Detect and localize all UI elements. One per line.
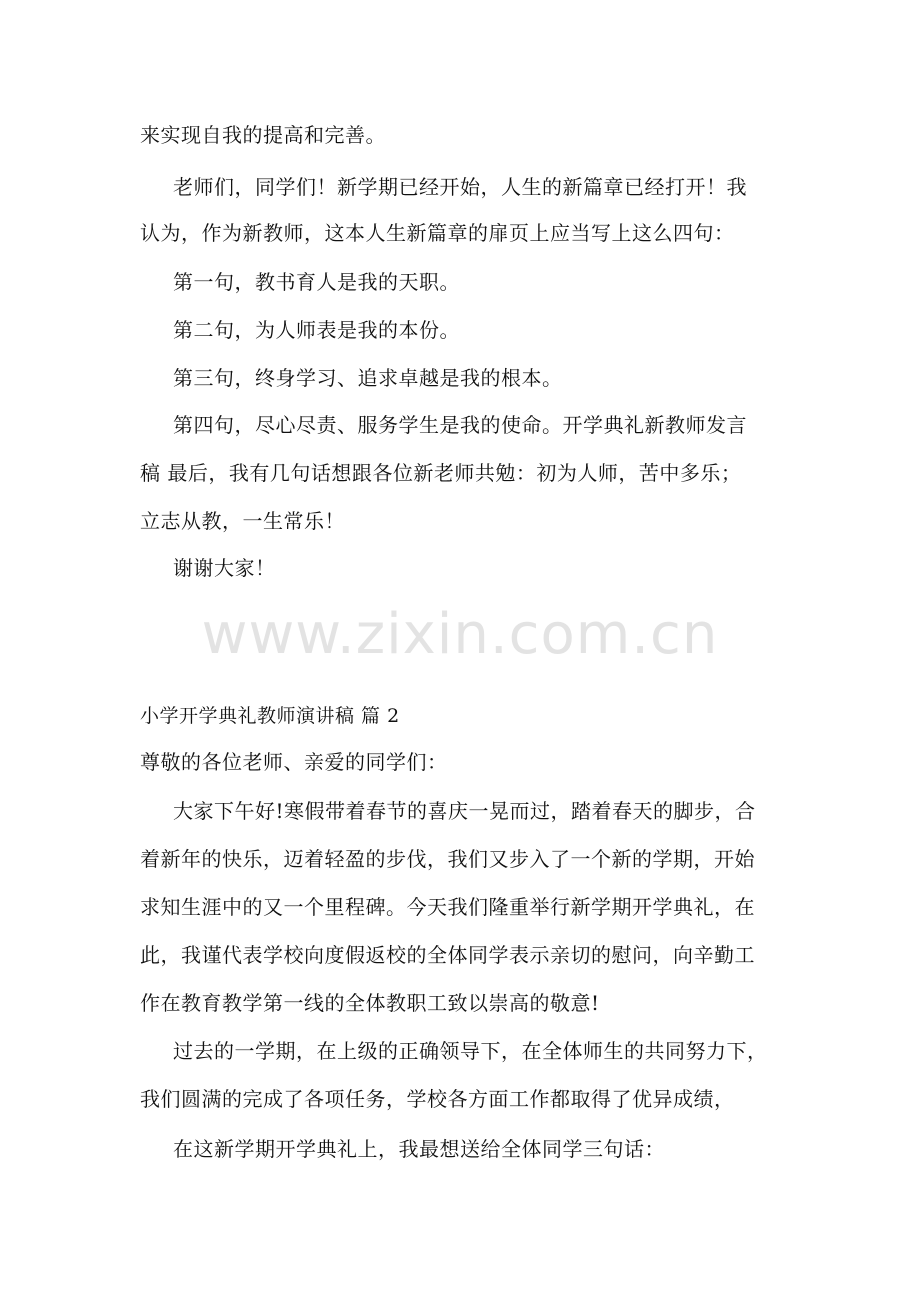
paragraph-line: 立志从教，一生常乐！ — [140, 509, 345, 533]
paragraph-line: 第一句，教书育人是我的天职。 — [173, 270, 460, 294]
paragraph-line: 来实现自我的提高和完善。 — [140, 123, 386, 147]
paragraph-line: 在这新学期开学典礼上，我最想送给全体同学三句话： — [173, 1137, 665, 1161]
paragraph-line: 我们圆满的完成了各项任务，学校各方面工作都取得了优异成绩， — [140, 1087, 735, 1111]
salutation: 尊敬的各位老师、亲爱的同学们： — [140, 750, 448, 774]
paragraph-line: 老师们，同学们！新学期已经开始，人生的新篇章已经打开！我 — [173, 175, 747, 199]
paragraph-line: 第三句，终身学习、追求卓越是我的根本。 — [173, 366, 563, 390]
paragraph-line: 谢谢大家！ — [173, 556, 276, 580]
paragraph-line: 第二句，为人师表是我的本份。 — [173, 318, 460, 342]
paragraph-line: 认为，作为新教师，这本人生新篇章的扉页上应当写上这么四句： — [140, 221, 735, 245]
paragraph-line: 稿 最后，我有几句话想跟各位新老师共勉：初为人师，苦中多乐； — [140, 461, 742, 485]
paragraph-line: 第四句，尽心尽责、服务学生是我的使命。开学典礼新教师发言 — [173, 413, 747, 437]
section-title: 小学开学典礼教师演讲稿 篇 2 — [140, 705, 400, 727]
paragraph-line: 作在教育教学第一线的全体教职工致以崇高的敬意! — [140, 991, 600, 1015]
watermark: www.zixin.com.cn — [201, 602, 719, 667]
paragraph-line: 大家下午好!寒假带着春节的喜庆一晃而过，踏着春天的脚步，合 — [173, 799, 756, 823]
paragraph-line: 过去的一学期，在上级的正确领导下，在全体师生的共同努力下， — [173, 1039, 768, 1063]
paragraph-line: 此，我谨代表学校向度假返校的全体同学表示亲切的慰问，向辛勤工 — [140, 943, 755, 967]
paragraph-line: 求知生涯中的又一个里程碑。今天我们隆重举行新学期开学典礼，在 — [140, 895, 755, 919]
paragraph-line: 着新年的快乐，迈着轻盈的步伐，我们又步入了一个新的学期，开始 — [140, 847, 755, 871]
